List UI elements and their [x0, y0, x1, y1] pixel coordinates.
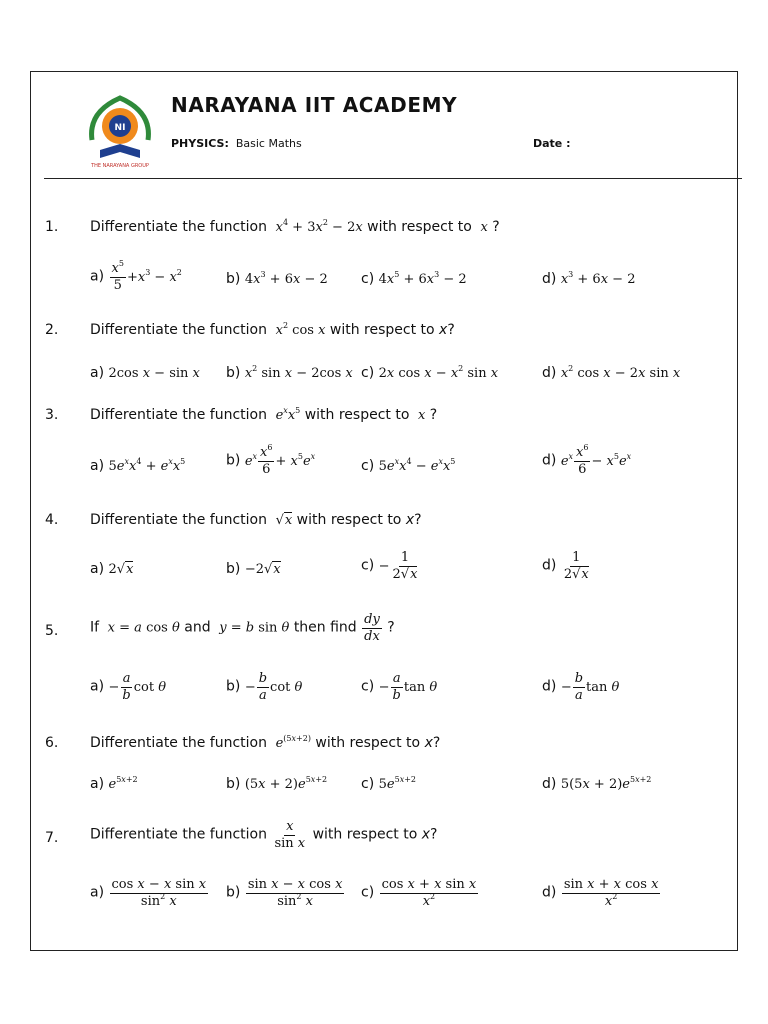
question-1-text: Differentiate the function $x^4 + 3x^2 - 2x$ with respect to x ? [90, 218, 500, 235]
q7-option-a[interactable]: a) $\frac{\text{cos x − x sin x}}{\sin^2 x}$ [90, 877, 207, 909]
q6-option-a[interactable]: a) $e^{5x+2}$ [90, 775, 138, 792]
question-7-text: Differentiate the function $\frac{x}{\text{sin x}}$ with respect to x? [90, 819, 438, 851]
question-number: 5. [45, 623, 59, 639]
question-number: 3. [45, 407, 59, 423]
q3-option-c[interactable]: c) $5e^xx^4 - e^xx^5$ [361, 457, 456, 474]
q4-option-d[interactable]: d) $\frac{1}{2√x}$ [542, 550, 589, 582]
q7-option-c[interactable]: c) $\frac{\text{cos x + x sin x}}{x^2}$ [361, 877, 477, 909]
subject-line [171, 137, 302, 150]
header-divider [44, 178, 742, 179]
q3-option-a[interactable]: a) $5e^xx^4 + e^xx^5$ [90, 457, 186, 474]
q2-option-b[interactable]: b) $x^2$ sin x − 2cos x [226, 364, 353, 381]
q1-option-c[interactable]: c) $4x^5 + 6x^3 - 2$ [361, 270, 467, 287]
q2-option-c[interactable]: c) 2x $\cos x - x^2$ sin x [361, 364, 499, 381]
question-number: 2. [45, 322, 59, 338]
question-3-text: Differentiate the function $e^xx^5$ with respect to x ? [90, 406, 438, 423]
question-number: 6. [45, 735, 59, 751]
q5-option-c[interactable]: c) − $\frac{a}{b}$ tan θ [361, 671, 438, 703]
q4-option-c[interactable]: c) − $\frac{1}{2√x}$ [361, 550, 418, 582]
worksheet-border [30, 71, 738, 951]
q1-option-a[interactable]: a) $\frac{x^5}{5}$ $+x^3 - x^2$ [90, 259, 182, 293]
q7-option-b[interactable]: b) $\frac{\text{sin x − x cos x}}{\sin^2 x}$ [226, 877, 343, 909]
q2-option-a[interactable]: a) 2cos x − sin x [90, 365, 200, 381]
q1-option-b[interactable]: b) $4x^3 + 6x - 2$ [226, 270, 328, 287]
subject-label: PHYSICS: [171, 137, 229, 150]
q6-option-d[interactable]: d) $5(5x + 2)e^{5x+2}$ [542, 775, 652, 792]
question-number: 4. [45, 512, 59, 528]
school-title: NARAYANA IIT ACADEMY [171, 93, 458, 117]
q1-option-d[interactable]: d) $x^3 + 6x - 2$ [542, 270, 636, 287]
date-label: Date : [533, 137, 571, 150]
q5-option-b[interactable]: b) − $\frac{b}{a}$ cot θ [226, 671, 303, 703]
narayana-logo [86, 92, 154, 172]
q4-option-a[interactable]: a) 2√x [90, 561, 134, 577]
question-6-text: Differentiate the function $e^{(5x+2)}$ with respect to x? [90, 734, 441, 751]
q5-option-d[interactable]: d) − $\frac{b}{a}$ tan θ [542, 671, 620, 703]
q3-option-b[interactable]: b) $e^x$ $\frac{x^6}{6}$ + $x^5e^x$ [226, 443, 316, 477]
question-5-text: If x = a cos θ and y = b sin θ then find $\frac{dy}{dx}$ ? [90, 612, 395, 644]
q2-option-d[interactable]: d) $x^2$ cos x − 2x sin x [542, 364, 681, 381]
question-4-text: Differentiate the function √x with respect to x? [90, 512, 422, 528]
q6-option-b[interactable]: b) $(5x + 2)e^{5x+2}$ [226, 775, 328, 792]
q6-option-c[interactable]: c) $5e^{5x+2}$ [361, 775, 417, 792]
question-number: 1. [45, 219, 59, 235]
question-number: 7. [45, 830, 59, 846]
subject-name: Basic Maths [235, 137, 302, 150]
q7-option-d[interactable]: d) $\frac{\text{sin x + x cos x}}{x^2}$ [542, 877, 659, 909]
q3-option-d[interactable]: d) $e^x$ $\frac{x^6}{6}$ − $x^5e^x$ [542, 443, 632, 477]
q4-option-b[interactable]: b) −2√x [226, 561, 281, 577]
q5-option-a[interactable]: a) − $\frac{a}{b}$ cot θ [90, 671, 167, 703]
question-2-text: Differentiate the function $x^2$ cos x with respect to x? [90, 321, 455, 338]
logo-caption: THE NARAYANA GROUP [91, 163, 149, 169]
svg-text:NI: NI [114, 123, 126, 133]
